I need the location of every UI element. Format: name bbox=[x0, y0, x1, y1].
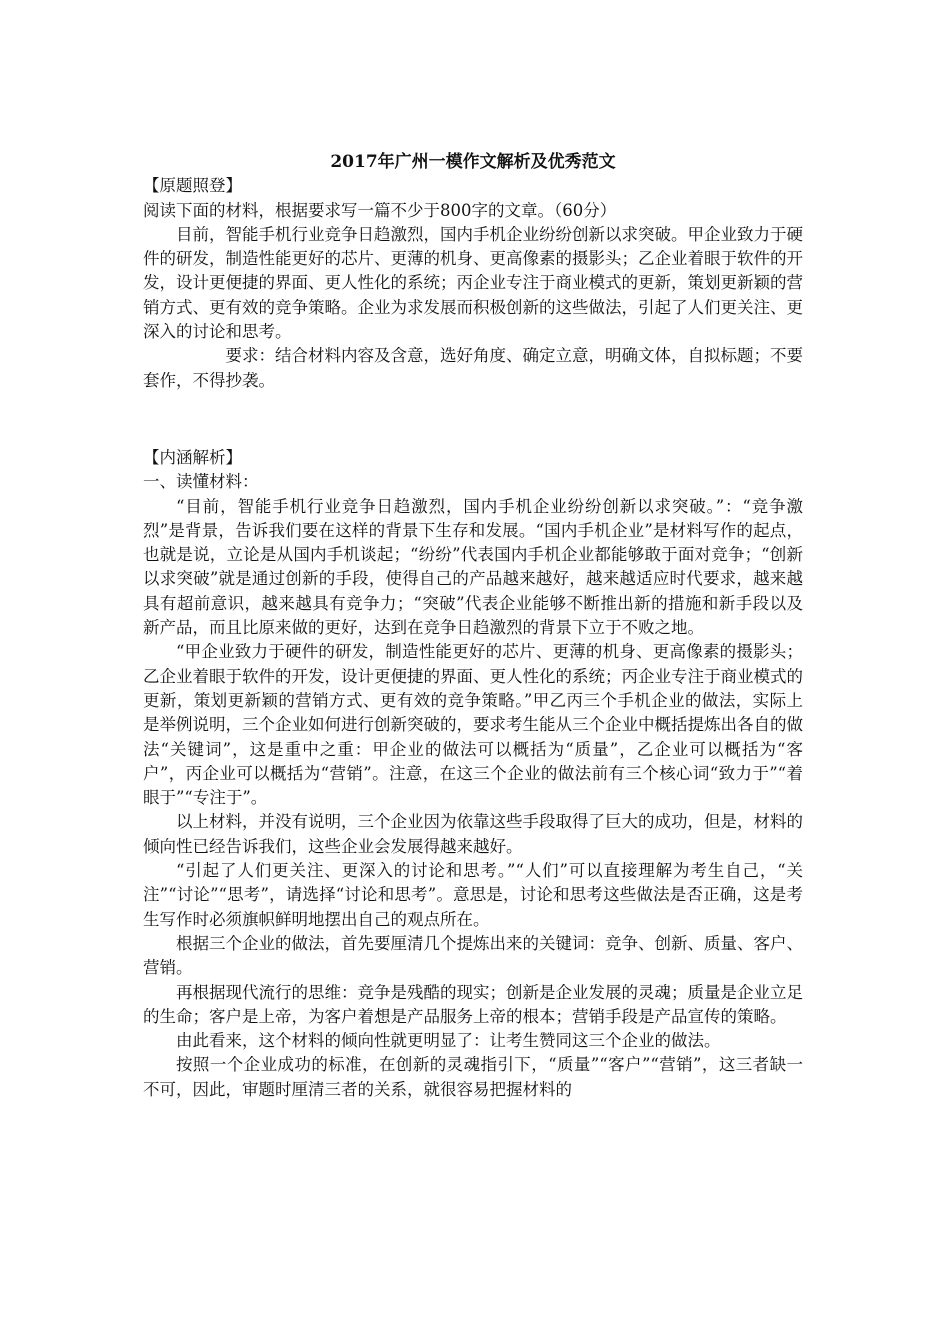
analysis-paragraph: 根据三个企业的做法，首先要厘清几个提炼出来的关键词：竞争、创新、质量、客户、营销。 bbox=[143, 933, 803, 978]
analysis-paragraph: 由此看来，这个材料的倾向性就更明显了：让考生赞同这三个企业的做法。 bbox=[176, 1031, 721, 1051]
analysis-paragraph: 以上材料，并没有说明，三个企业因为依靠这些手段取得了巨大的成功，但是，材料的倾向性已经告诉我们，这些企业会发展得越来越好。 bbox=[143, 812, 803, 856]
analysis-paragraph: “引起了人们更关注、更深入的讨论和思考。”“人们”可以直接理解为考生自己，“关注”“讨论”“思考”，请选择“讨论和思考”。意思是，讨论和思考这些做法是否正确，这是考生写作时必须旗帜鲜明地摆出自己的观点所在。 bbox=[143, 861, 803, 929]
analysis-paragraph: “目前，智能手机行业竞争日趋激烈，国内手机企业纷纷创新以求突破。”：“竞争激烈”是背景，告诉我们要在这样的背景下生存和发展。“国内手机企业”是材料写作的起点，也就是说，立论是从国内手机谈起；“纷纷”代表国内手机企业都能够敢于面对竞争；“创新以求突破”就是通过创新的手段，使得自己的产品越来越好，越来越适应时代要求，越来越具有超前意识，越来越具有竞争力；“突破”代表企业能够不断推出新的措施和新手段以及新产品，而且比原来做的更好，达到在竞争日趋激烈的背景下立于不败之地。 bbox=[143, 496, 803, 638]
analysis-paragraph: 再根据现代流行的思维：竞争是残酷的现实；创新是企业发展的灵魂；质量是企业立足的生命；客户是上帝，为客户着想是产品服务上帝的根本；营销手段是产品宣传的策略。 bbox=[143, 982, 803, 1026]
analysis-paragraph: “甲企业致力于硬件的研发，制造性能更好的芯片、更薄的机身、更高像素的摄影头；乙企业着眼于软件的开发，设计更便捷的界面、更人性化的系统；丙企业专注于商业模式的更新，策划更新颖的营销方式、更有效的竞争策略。”甲乙丙三个手机企业的做法，实际上是举例说明，三个企业如何进行创新突破的，要求考生能从三个企业中概括提炼出各自的做法“关键词”，这是重中之重：甲企业的做法可以概括为“质量”，乙企业可以概括为“客户”，丙企业可以概括为“营销”。注意，在这三个企业的做法前有三个核心词“致力于”“着眼于”“专注于”。 bbox=[143, 642, 803, 808]
requirement-paragraph: 要求：结合材料内容及含意，选好角度、确定立意，明确文体，自拟标题；不要套作，不得抄袭。 bbox=[143, 346, 803, 390]
section-heading-original-question: 【原题照登】 bbox=[143, 176, 242, 196]
material-paragraph: 目前，智能手机行业竞争日趋激烈，国内手机企业纷纷创新以求突破。甲企业致力于硬件的研发，制造性能更好的芯片、更薄的机身、更高像素的摄影头；乙企业着眼于软件的开发，设计更便捷的界面、更人性化的系统；丙企业专注于商业模式的更新，策划更新颖的营销方式、更有效的竞争策略。企业为求发展而积极创新的这些做法，引起了人们更关注、更深入的讨论和思考。 bbox=[143, 224, 803, 342]
subheading-read-material: 一、读懂材料： bbox=[143, 472, 259, 492]
document-page bbox=[143, 150, 803, 1102]
analysis-paragraph: 按照一个企业成功的标准，在创新的灵魂指引下，“质量”“客户”“营销”，这三者缺一不可，因此，审题时厘清三者的关系，就很容易把握材料的 bbox=[143, 1055, 803, 1099]
prompt-line: 阅读下面的材料，根据要求写一篇不少于800字的文章。（60分） bbox=[143, 200, 617, 220]
document-title: 2017年广州一模作文解析及优秀范文 bbox=[330, 152, 616, 172]
section-gap bbox=[143, 393, 803, 446]
section-heading-analysis: 【内涵解析】 bbox=[143, 447, 242, 467]
